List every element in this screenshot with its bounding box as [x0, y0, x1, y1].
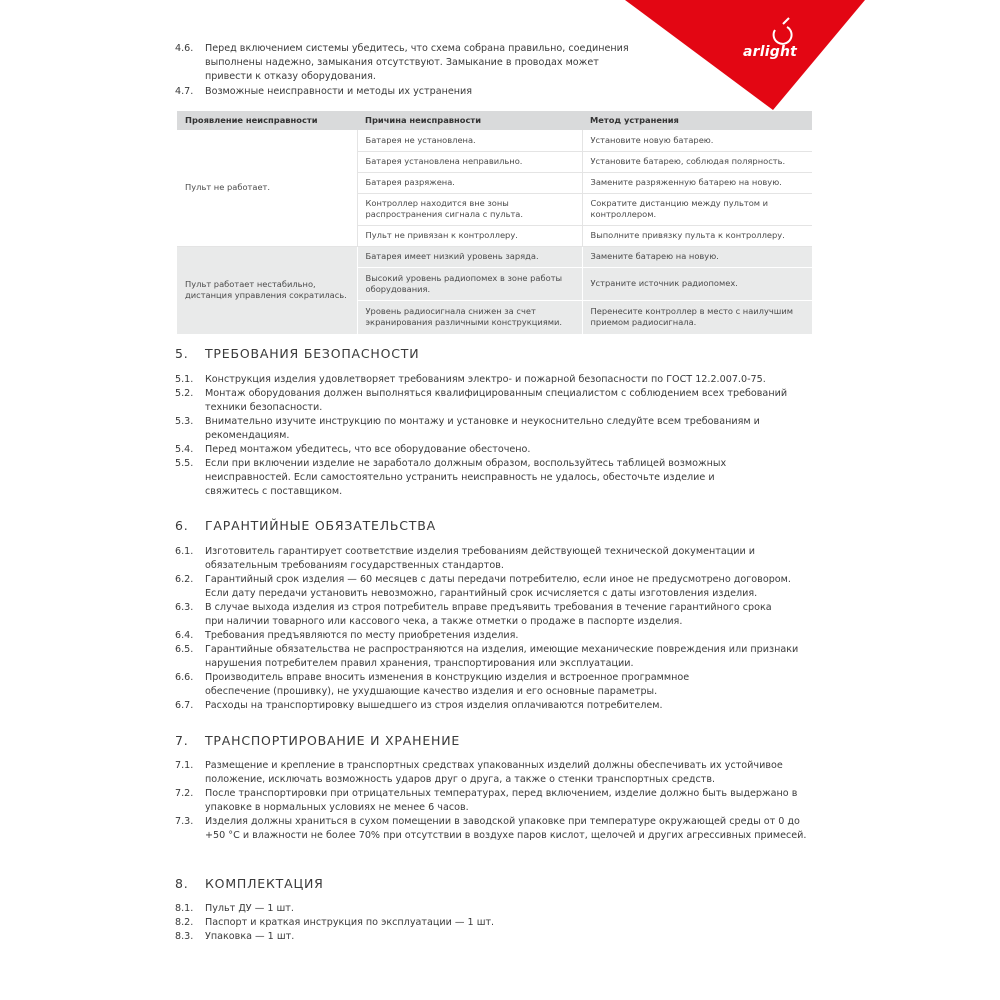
item-text: Размещение и крепление в транспортных средствах упакованных изделий должны обеспечивать их устойчивое положение, исключать возможность ударов друг о друга, а также о стенки транспортных средств.: [205, 760, 783, 785]
item-number: 6.5.: [175, 644, 194, 655]
item-text: Паспорт и краткая инструкция по эксплуатации — 1 шт.: [205, 917, 495, 928]
item-number: 5.3.: [175, 416, 194, 427]
item-text: Перед монтажом убедитесь, что все оборудование обесточено.: [205, 444, 531, 455]
fix-cell: Замените разряженную батарею на новую.: [582, 172, 812, 193]
list-item: [175, 42, 815, 84]
cause-cell: Уровень радиосигнала снижен за счет экранирования различными конструкциями.: [357, 300, 582, 334]
item-text: В случае выхода изделия из строя потребитель вправе предъявить требования в течение гарантийного срока при наличии товарного или кассового чека, а также отметки о продаже в паспорте изделия.: [205, 602, 772, 627]
section-title: [175, 733, 460, 748]
list-item: [175, 601, 815, 629]
fix-cell: Замените батарею на новую.: [582, 246, 812, 267]
table-row: [177, 246, 812, 267]
item-number: 6.2.: [175, 574, 194, 585]
list-item: [175, 85, 815, 99]
column-header: Проявление неисправности: [177, 111, 357, 130]
section-heading: ТРЕБОВАНИЯ БЕЗОПАСНОСТИ: [205, 346, 420, 361]
item-text: Возможные неисправности и методы их устранения: [205, 86, 473, 97]
section-heading: КОМПЛЕКТАЦИЯ: [205, 876, 324, 891]
fix-cell: Установите новую батарею.: [582, 130, 812, 151]
list-item: [175, 815, 815, 843]
item-number: 6.1.: [175, 546, 194, 557]
list-item: [175, 629, 815, 643]
fix-cell: Перенесите контроллер в место с наилучшим приемом радиосигнала.: [582, 300, 812, 334]
item-text: Изделия должны храниться в сухом помещении в заводской упаковке при температуре окружающей среды от 0 до +50 °С и влажности не более 70% при отсутствии в воздухе паров кислот, щелочей и других агрессивных примесей.: [205, 816, 807, 841]
fix-cell: Установите батарею, соблюдая полярность.: [582, 151, 812, 172]
cause-cell: Батарея разряжена.: [357, 172, 582, 193]
column-header: Метод устранения: [582, 111, 812, 130]
item-text: Производитель вправе вносить изменения в конструкцию изделия и встроенное программное обеспечение (прошивку), не ухудшающие качество изделия и его основные параметры.: [205, 672, 690, 697]
list-item: [175, 443, 815, 457]
item-number: 4.7.: [175, 86, 194, 97]
item-text: Изготовитель гарантирует соответствие изделия требованиям действующей технической документации и обязательным требованиям государственных стандартов.: [205, 546, 756, 571]
logo-text: arlight: [743, 44, 798, 60]
item-number: 6.6.: [175, 672, 194, 683]
cause-cell: Батарея установлена неправильно.: [357, 151, 582, 172]
list-item: [175, 545, 815, 573]
column-header: Причина неисправности: [357, 111, 582, 130]
item-text: Требования предъявляются по месту приобретения изделия.: [205, 630, 519, 641]
item-number: 5.2.: [175, 388, 194, 399]
list-item: [175, 759, 815, 787]
cause-cell: Высокий уровень радиопомех в зоне работы оборудования.: [357, 267, 582, 300]
item-text: Упаковка — 1 шт.: [205, 931, 295, 942]
item-text: Внимательно изучите инструкцию по монтажу и установке и неукоснительно следуйте всем требованиям и рекомендациям.: [205, 416, 760, 441]
list-item: [175, 671, 815, 699]
symptom-cell: Пульт работает нестабильно, дистанция управления сократилась.: [177, 246, 357, 334]
cause-cell: Контроллер находится вне зоны распространения сигнала с пульта.: [357, 193, 582, 225]
item-number: 6.4.: [175, 630, 194, 641]
list-item: [175, 902, 815, 916]
item-number: 6.3.: [175, 602, 194, 613]
item-number: 7.1.: [175, 760, 194, 771]
section-heading: ГАРАНТИЙНЫЕ ОБЯЗАТЕЛЬСТВА: [205, 518, 436, 533]
item-text: Гарантийные обязательства не распространяются на изделия, имеющие механические повреждения или признаки нарушения потребителем правил хранения, транспортирования или эксплуатации.: [205, 644, 799, 669]
list-item: [175, 415, 815, 443]
item-text: Пульт ДУ — 1 шт.: [205, 903, 294, 914]
cause-cell: Батарея имеет низкий уровень заряда.: [357, 246, 582, 267]
fix-cell: Устраните источник радиопомех.: [582, 267, 812, 300]
section-7-items: [175, 759, 815, 843]
table-header-row: [177, 111, 812, 130]
symptom-cell: Пульт не работает.: [177, 130, 357, 246]
item-text: Перед включением системы убедитесь, что схема собрана правильно, соединения выполнены надежно, замыкания отсутствуют. Замыкание в проводах может привести к отказу оборудования.: [205, 43, 629, 82]
list-item: [175, 930, 815, 944]
section-title: [175, 346, 419, 361]
section-8-items: [175, 902, 815, 944]
section-number: 6.: [175, 518, 189, 533]
list-item: [175, 573, 815, 601]
item-number: 8.2.: [175, 917, 194, 928]
section-number: 5.: [175, 346, 189, 361]
list-item: [175, 457, 815, 499]
list-item: [175, 373, 815, 387]
cause-cell: Батарея не установлена.: [357, 130, 582, 151]
item-text: Если при включении изделие не заработало должным образом, воспользуйтесь таблицей возможных неисправностей. Если самостоятельно устранить неисправность не удалось, обесточьте изделие и свяжитесь с поставщиком.: [205, 458, 727, 497]
section-5-items: [175, 373, 815, 499]
section-number: 7.: [175, 733, 189, 748]
list-item: [175, 916, 815, 930]
list-item: [175, 643, 815, 671]
item-number: 8.3.: [175, 931, 194, 942]
section-6-items: [175, 545, 815, 713]
section-title: [175, 876, 324, 891]
item-number: 7.3.: [175, 816, 194, 827]
item-number: 5.5.: [175, 458, 194, 469]
fix-cell: Сократите дистанцию между пультом и контроллером.: [582, 193, 812, 225]
item-number: 6.7.: [175, 700, 194, 711]
item-text: После транспортировки при отрицательных температурах, перед включением, изделие должно быть выдержано в упаковке в нормальных условиях не менее 6 часов.: [205, 788, 798, 813]
list-item: [175, 699, 815, 713]
item-number: 4.6.: [175, 43, 194, 54]
item-text: Монтаж оборудования должен выполняться квалифицированным специалистом с соблюдением всех требований техники безопасности.: [205, 388, 788, 413]
list-item: [175, 387, 815, 415]
item-number: 8.1.: [175, 903, 194, 914]
section-heading: ТРАНСПОРТИРОВАНИЕ И ХРАНЕНИЕ: [205, 733, 461, 748]
item-text: Гарантийный срок изделия — 60 месяцев с даты передачи потребителю, если иное не предусмотрено договором. Если дату передачи установить невозможно, гарантийный срок исчисляется с даты изготовления изделия.: [205, 574, 791, 599]
item-text: Конструкция изделия удовлетворяет требованиям электро- и пожарной безопасности по ГОСТ 12.2.007.0-75.: [205, 374, 766, 385]
item-number: 7.2.: [175, 788, 194, 799]
cause-cell: Пульт не привязан к контроллеру.: [357, 225, 582, 246]
section-number: 8.: [175, 876, 189, 891]
item-number: 5.1.: [175, 374, 194, 385]
item-text: Расходы на транспортировку вышедшего из строя изделия оплачиваются потребителем.: [205, 700, 663, 711]
troubleshooting-table: [177, 111, 812, 335]
fix-cell: Выполните привязку пульта к контроллеру.: [582, 225, 812, 246]
table-row: [177, 130, 812, 151]
list-item: [175, 787, 815, 815]
section-title: [175, 518, 436, 533]
intro-items: [175, 42, 815, 99]
item-number: 5.4.: [175, 444, 194, 455]
